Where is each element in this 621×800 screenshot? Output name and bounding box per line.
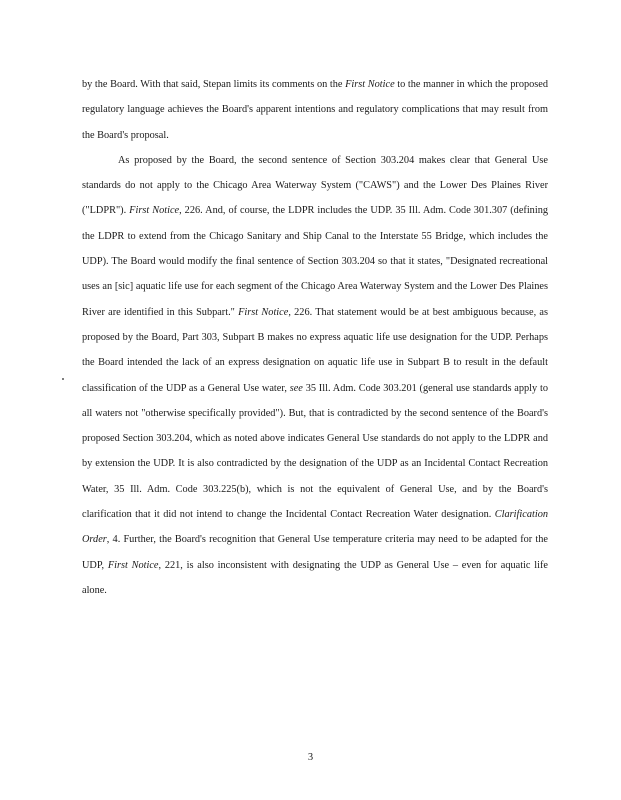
para2-sentence-4: 35 Ill. Adm. Code 303.201 (general use standards apply to all waters not "otherwise specifically provided"). But, that is contradicted by the second sentence of the Board's proposed Section 303.204, which as noted above indicates General Use standards do not apply to the LDPR and by extension the UDP. It is also contradicted by the designation of the UDP as an Incidental Contact Recreation Water, 35 Ill. Adm. Code 303.225(b), which is not the equivalent of General Use, and by the Board's clarification that it did not intend to change the Incidental Contact Recreation Water designation. [82,382,548,521]
body-text [82,72,548,603]
para2-signal-see: see [289,382,303,394]
para2-sentence-2: , 226. And, of course, the LDPR includes the UDP. 35 Ill. Adm. Code 301.307 (defining the LDPR to extend from the Chicago Sanitary and Ship Canal to the Interstate 55 Bridge, which includes the UDP). The Board would modify the final sentence of Section 303.204 so that it states, "Designated recreational uses an [sic] aquatic life use for each segment of the Chicago Area Waterway System and the Lower Des Plaines River are identified in this Subpart." [82,205,548,318]
paragraph-1 [82,72,548,148]
scan-speck [62,378,64,380]
para1-citation-first-notice: First Notice [345,79,395,90]
para2-citation-first-notice-1: First Notice [129,205,180,217]
para2-sentence-3: , 226. That statement would be at best ambiguous because, as proposed by the Board, Part 303, Subpart B makes no express aquatic life use designation for the UDP. Perhaps the Board intended the lack of an express designation on aquatic life use in Subpart B to result in the default classification of the UDP as a General Use water, [82,306,549,394]
para1-text-a: by the Board. With that said, Stepan limits its comments on the [82,79,346,90]
para2-sentence-1: As proposed by the Board, the second sentence of Section 303.204 makes clear that General Use standards do not apply to the Chicago Area Waterway System ("CAWS") and the Lower Des Plaines River ("LDPR"). [82,154,548,217]
para2-sentence-6: , 221, is also inconsistent with designating the UDP as General Use – even for aquatic life alone. [82,559,548,596]
para2-citation-first-notice-3: First Notice [107,559,159,571]
para1-text-b: to the manner in which the proposed regulatory language achieves the Board's apparent intentions and regulatory complications that may result from the Board's proposal. [82,79,548,141]
para2-sentence-5: , 4. Further, the Board's recognition that General Use temperature criteria may need to be adapted for the UDP, [82,534,548,571]
para2-citation-clarification-order: Clarification Order [82,509,548,546]
paragraph-2 [82,148,548,603]
para2-citation-first-notice-2: First Notice [238,306,289,318]
page-number: 3 [307,752,314,763]
